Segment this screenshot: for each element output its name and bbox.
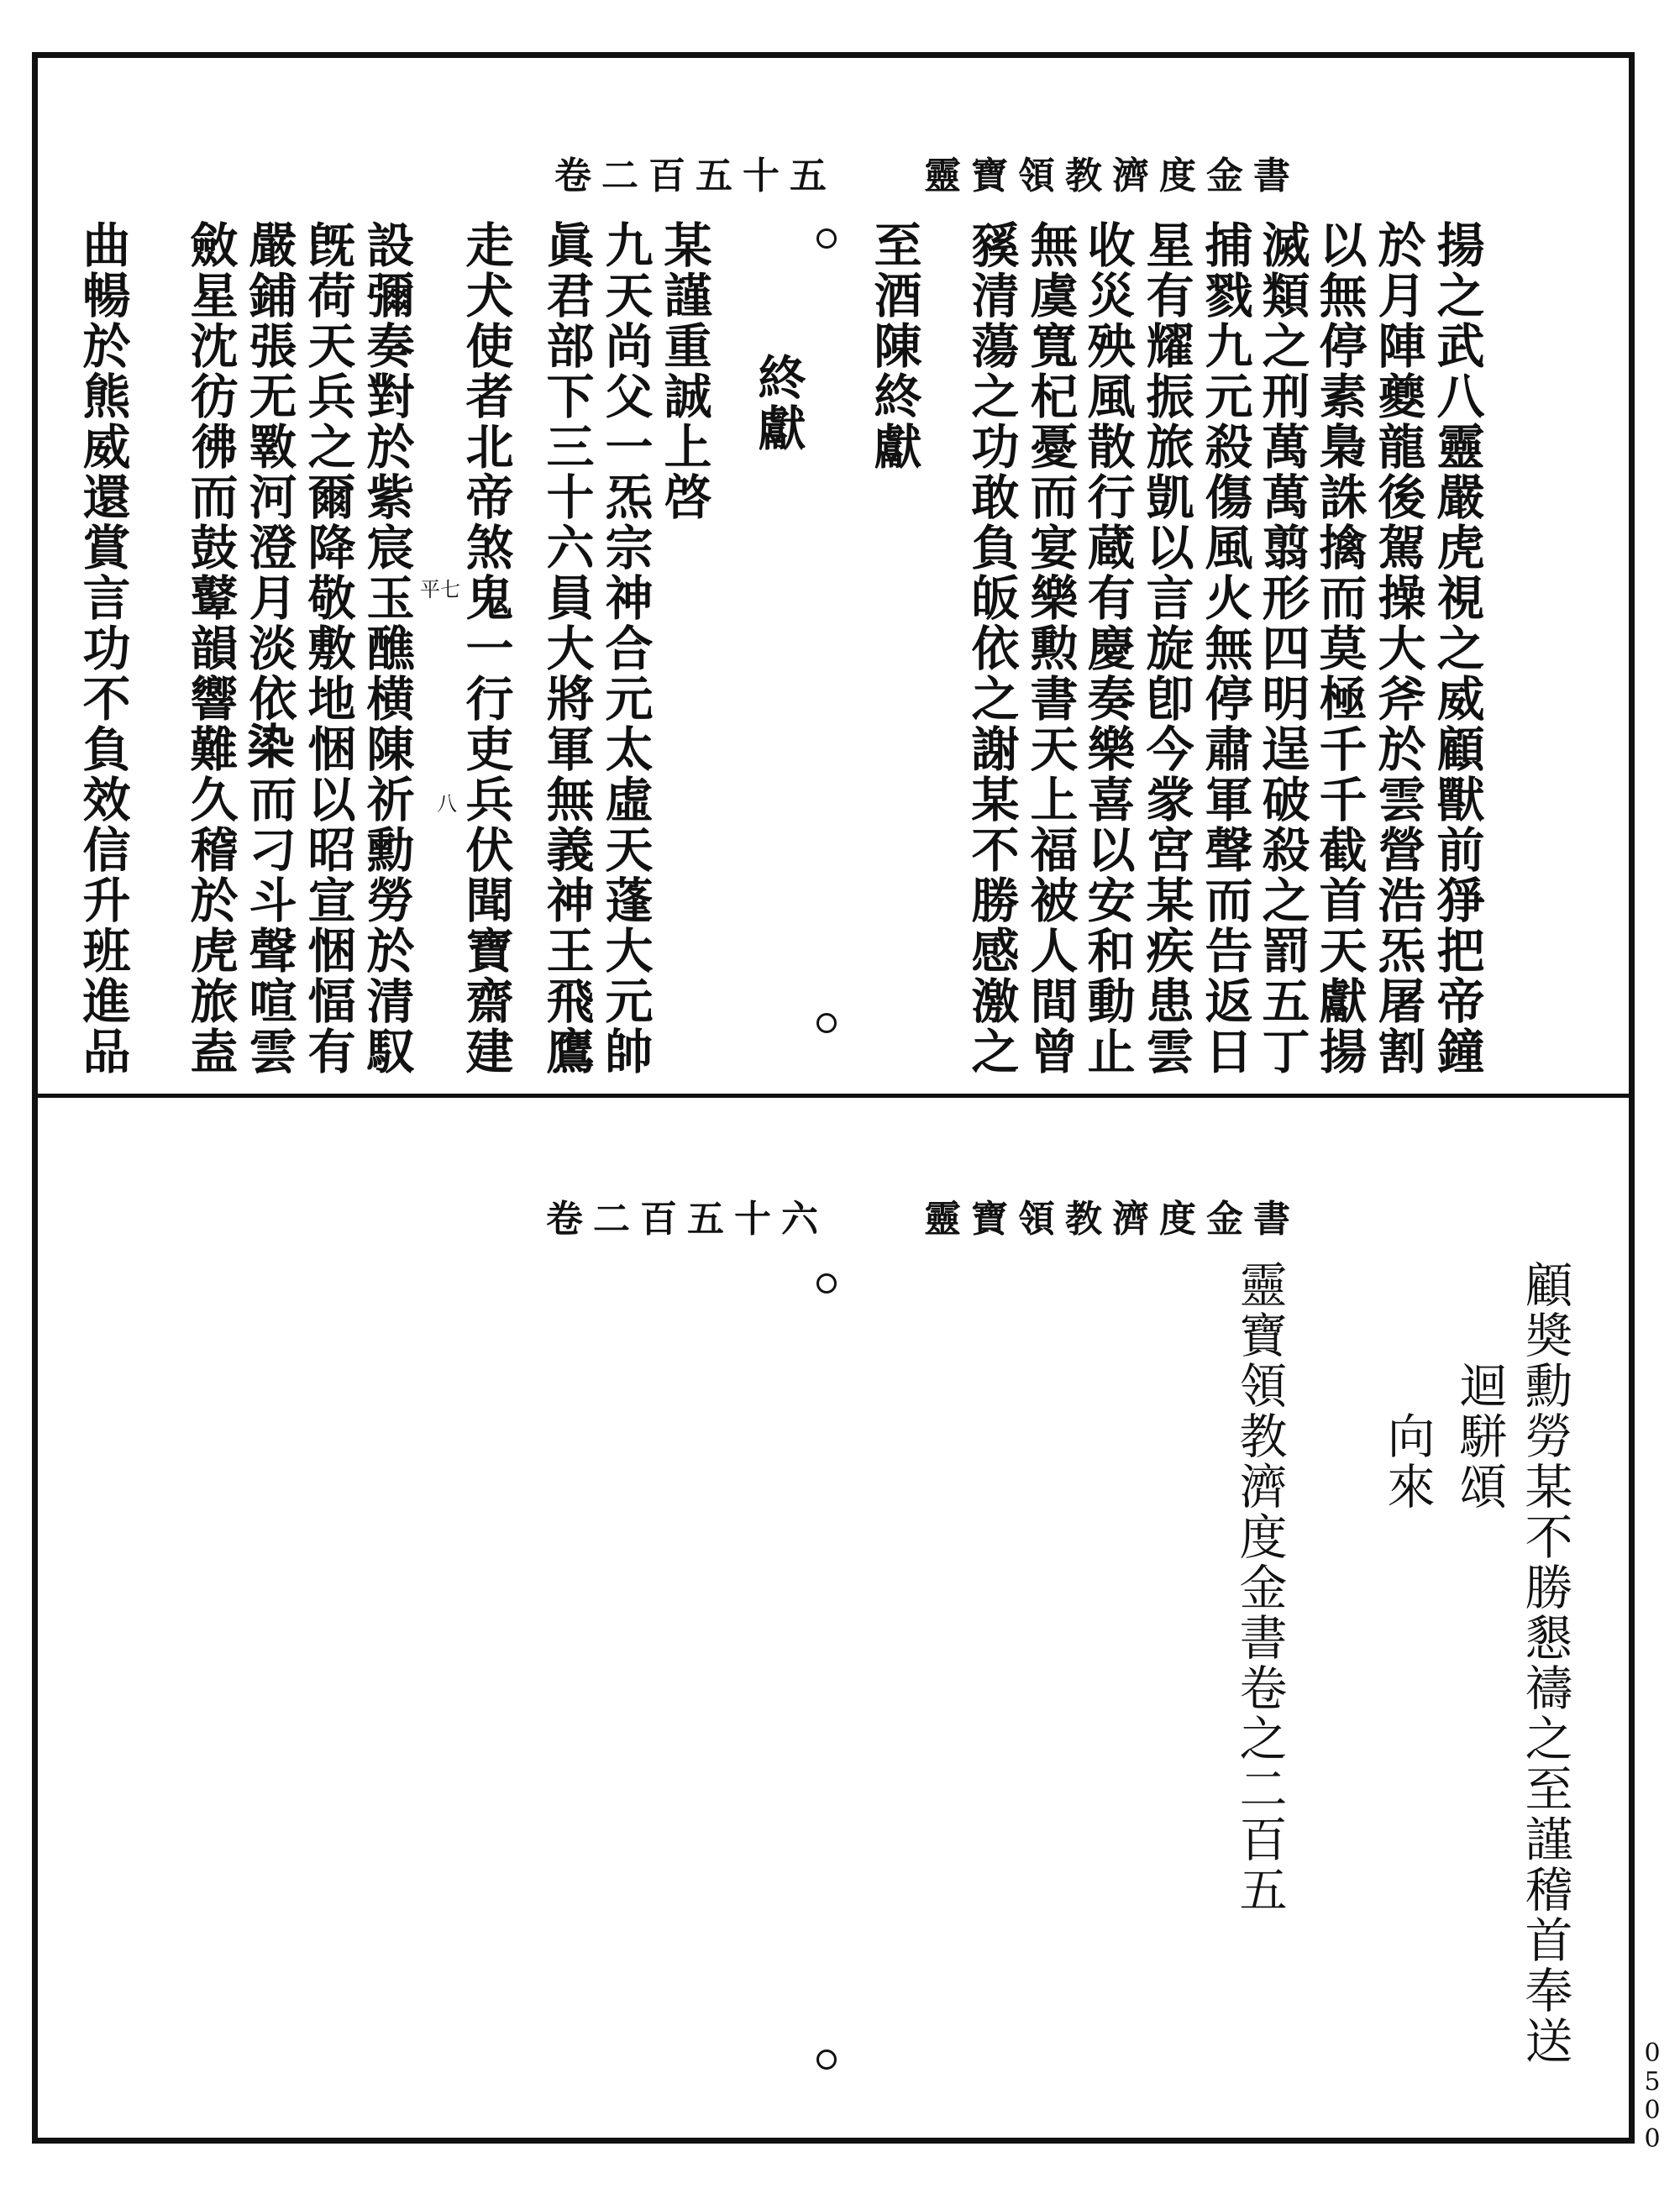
page-divider: [32, 1094, 1635, 1098]
margin-note: 八: [437, 792, 457, 816]
header-volume-top: 卷二百五十五: [554, 155, 837, 197]
text-column: 收災殃風散行蔵有慶奏樂喜以安和動止: [1079, 220, 1136, 1077]
text-column: 斂星沈彷彿而鼓鼙韻響難久稽於虎旅盍: [182, 220, 239, 1077]
text-column: 嚴鋪張无斁河澄月淡依𣑱而刁斗聲喧雲: [241, 220, 297, 1077]
text-column: 捕戮九元殺傷風火無停肅軍聲而告返日: [1197, 220, 1253, 1077]
text-column: 眞君部下三十六員大將軍無義神王飛鷹: [538, 220, 595, 1077]
page-number-digit: 5: [1644, 2067, 1661, 2097]
volume-end-title: 靈寶領教濟度金書卷之二百五: [1231, 1260, 1287, 1915]
text-column: 星有耀振旅凱以言旋卽今䝉宮某疾患雲: [1138, 220, 1194, 1077]
header-title-top: 靈寶領教濟度金書: [924, 155, 1300, 197]
text-column: 迴駢頌: [1452, 1361, 1507, 1512]
text-column: 於月陣夔龍後駕操大斧於雲營浩炁屠割: [1370, 220, 1426, 1077]
text-column: 揚之武八靈嚴虎視之威顧獸前猙把帝鐘: [1429, 220, 1485, 1077]
text-column: 曲暢於熊威還賞言功不負效信升班進品: [75, 220, 131, 1077]
margin-note: 平七: [420, 578, 460, 601]
text-column: 至酒陳終獻: [866, 220, 922, 472]
text-column: 以無停素梟誅擒而莫極千千截首天獻揚: [1311, 220, 1368, 1077]
text-column: 某謹重誠上啓: [656, 220, 712, 522]
binding-hole: [816, 2049, 837, 2070]
text-column: 滅類之刑萬萬翦形四明逞破殺之罰五丁: [1254, 220, 1310, 1077]
page-number: [1638, 2039, 1667, 2154]
text-column: 旣荷天兵之爾降敬敷地悃以昭宣悃愊有: [300, 220, 356, 1077]
text-column: 豯清蕩之功敢負皈依之謝某不勝感激之: [963, 220, 1020, 1077]
binding-hole: [816, 1273, 837, 1294]
page-number-digit: 0: [1644, 2124, 1661, 2154]
section-heading: 終獻: [750, 353, 806, 454]
text-column: 走犬使者北帝煞鬼一行吏兵伏聞寶齋建: [458, 220, 514, 1077]
text-column: 顧奬勳勞某不勝懇禱之至謹稽首奉送: [1517, 1260, 1572, 2066]
text-column: 九天尚父一炁宗神合元太虛天蓬大元帥: [597, 220, 654, 1077]
header-title-bottom: 靈寶領教濟度金書: [924, 1198, 1300, 1241]
page-number-digit: 0: [1644, 2096, 1661, 2125]
text-column: 向來: [1379, 1411, 1435, 1512]
header-volume-bottom: 卷二百五十六: [546, 1198, 828, 1241]
text-column: 無虞寬杞憂而宴樂勲書天上福被人間曾: [1022, 220, 1079, 1077]
binding-hole: [816, 228, 837, 249]
page-number-digit: 0: [1644, 2039, 1661, 2068]
text-column: 設彌奏對於紫宸玉醮横陳祈勳勞於清馭: [359, 220, 415, 1077]
binding-hole: [816, 1013, 837, 1033]
